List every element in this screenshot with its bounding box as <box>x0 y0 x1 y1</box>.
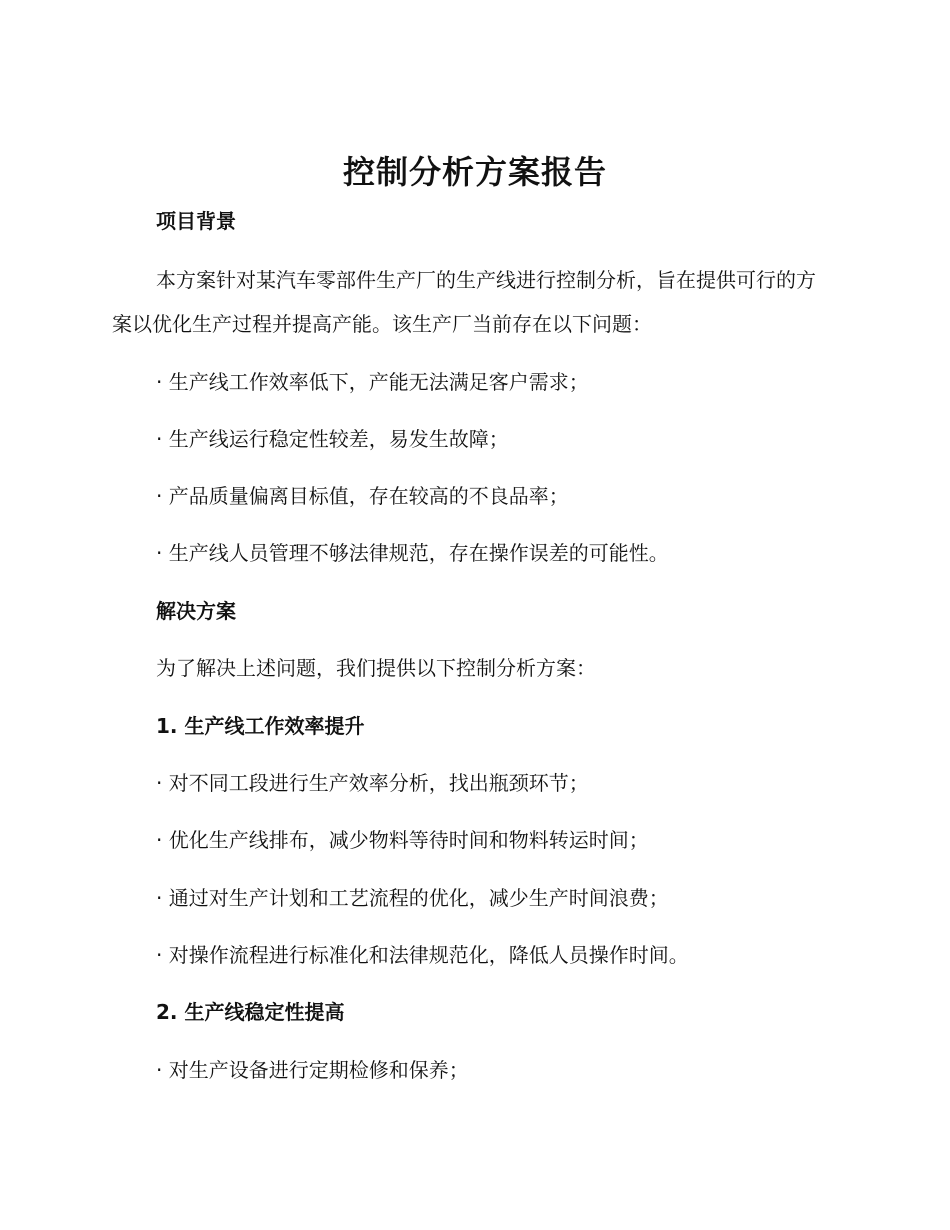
document-title: 控制分析方案报告 <box>342 153 607 191</box>
subsection-2-bullet-1: · 对生产设备进行定期检修和保养； <box>156 1058 469 1082</box>
solution-intro: 为了解决上述问题，我们提供以下控制分析方案： <box>156 656 596 680</box>
background-bullet-3: · 产品质量偏离目标值，存在较高的不良品率； <box>156 484 569 508</box>
subsection-1-bullet-2: · 优化生产线排布，减少物料等待时间和物料转运时间； <box>156 828 649 852</box>
subsection-heading-1: 1. 生产线工作效率提升 <box>156 714 365 738</box>
background-bullet-4: · 生产线人员管理不够法律规范，存在操作误差的可能性。 <box>156 541 669 565</box>
subsection-1-bullet-3: · 通过对生产计划和工艺流程的优化，减少生产时间浪费； <box>156 886 669 910</box>
section-heading-solution: 解决方案 <box>156 599 236 623</box>
background-paragraph: 本方案针对某汽车零部件生产厂的生产线进行控制分析，旨在提供可行的方案以优化生产过程并提高产能。该生产厂当前存在以下问题： <box>112 268 816 336</box>
subsection-heading-2: 2. 生产线稳定性提高 <box>156 1000 345 1024</box>
background-bullet-2: · 生产线运行稳定性较差，易发生故障； <box>156 427 509 451</box>
background-bullet-1: · 生产线工作效率低下，产能无法满足客户需求； <box>156 370 589 394</box>
section-heading-background: 项目背景 <box>156 209 236 233</box>
subsection-1-bullet-4: · 对操作流程进行标准化和法律规范化，降低人员操作时间。 <box>156 943 689 967</box>
subsection-1-bullet-1: · 对不同工段进行生产效率分析，找出瓶颈环节； <box>156 771 589 795</box>
